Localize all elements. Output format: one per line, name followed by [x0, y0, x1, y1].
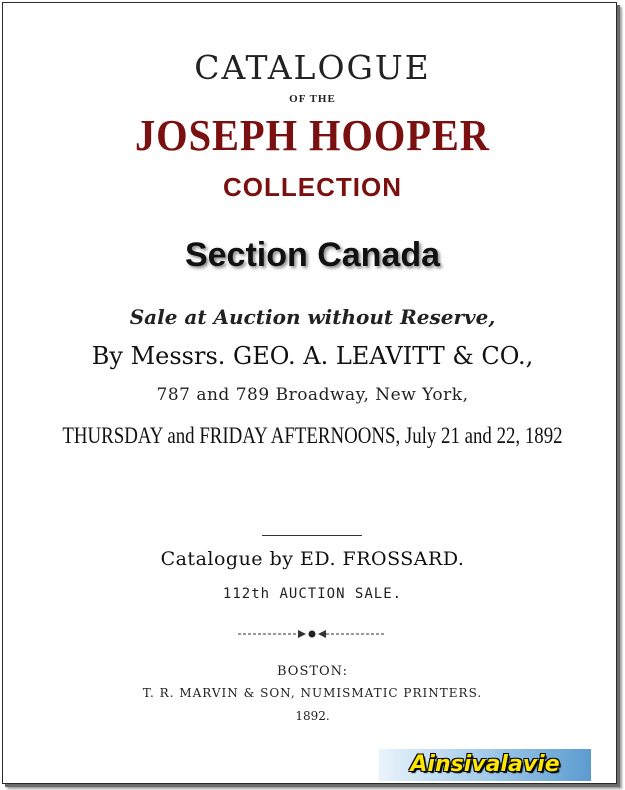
imprint-printer: T. R. MARVIN & SON, NUMISMATIC PRINTERS. — [142, 686, 483, 700]
catalogue-byline: Catalogue by ED. FROSSARD. — [160, 548, 465, 570]
divider-rule — [262, 535, 362, 536]
collection-name: JOSEPH HOOPER — [135, 111, 490, 160]
watermark-badge — [379, 749, 591, 781]
address-line: 787 and 789 Broadway, New York, — [156, 385, 469, 405]
catalogue-heading: CATALOGUE — [194, 48, 431, 87]
collection-label: COLLECTION — [223, 172, 402, 202]
watermark-text: Ainsivalavie — [410, 752, 560, 777]
sale-dates: THURSDAY and FRIDAY AFTERNOONS, July 21 and 22, 1892 — [62, 423, 563, 448]
imprint-year: 1892. — [295, 709, 330, 723]
imprint-city: BOSTON: — [277, 664, 348, 679]
sale-headline: Sale at Auction without Reserve, — [129, 305, 496, 329]
auctioneer-line: By Messrs. GEO. A. LEAVITT & CO., — [91, 342, 534, 370]
auction-number: 112th AUCTION SALE. — [222, 586, 403, 602]
ornament-divider-icon — [236, 626, 388, 642]
of-the-text: OF THE — [289, 93, 336, 105]
section-title: Section Canada — [184, 236, 441, 274]
